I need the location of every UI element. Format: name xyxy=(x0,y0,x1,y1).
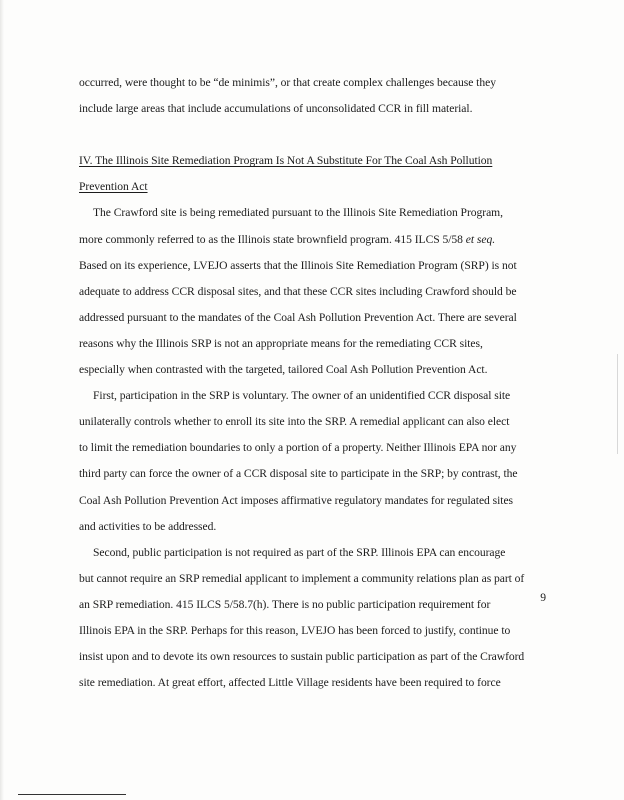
paragraph-line: addressed pursuant to the mandates of the Coal Ash Pollution Prevention Act. There are several xyxy=(79,310,517,324)
paragraph-line: Coal Ash Pollution Prevention Act imposes affirmative regulatory mandates for regulated sites xyxy=(79,493,513,507)
section-heading: IV. The Illinois Site Remediation Program Is Not A Substitute For The Coal Ash Pollution xyxy=(79,154,493,168)
paragraph-line: but cannot require an SRP remedial applicant to implement a community relations plan as part of xyxy=(79,571,525,585)
paragraph-line: more commonly referred to as the Illinois state brownfield program. 415 ILCS 5/58 et seq. xyxy=(79,232,496,246)
paragraph-line: adequate to address CCR disposal sites, and that these CCR sites including Crawford should be xyxy=(79,284,517,298)
text-line: include large areas that include accumulations of unconsolidated CCR in fill material. xyxy=(79,102,473,116)
paragraph-line: third party can force the owner of a CCR disposal site to participate in the SRP; by contrast, the xyxy=(79,467,518,481)
paragraph-line: Second, public participation is not required as part of the SRP. Illinois EPA can encourage xyxy=(93,545,506,559)
blank-line xyxy=(79,122,545,148)
paragraph-line: unilaterally controls whether to enroll its site into the SRP. A remedial applicant can also elect xyxy=(79,415,510,429)
paragraph-line: Illinois EPA in the SRP. Perhaps for this reason, LVEJO has been forced to justify, continue to xyxy=(79,623,511,637)
paragraph-line: and activities to be addressed. xyxy=(79,519,217,533)
page-number: 9 xyxy=(540,591,546,604)
paragraph-line: an SRP remediation. 415 ILCS 5/58.7(h). There is no public participation requirement for xyxy=(79,597,491,611)
paragraph-line: to limit the remediation boundaries to only a portion of a property. Neither Illinois EPA nor any xyxy=(79,441,517,455)
paragraph-line: especially when contrasted with the targeted, tailored Coal Ash Pollution Prevention Act. xyxy=(79,363,488,377)
paragraph-line: The Crawford site is being remediated pursuant to the Illinois Site Remediation Program, xyxy=(93,206,503,220)
scan-artifact-mark xyxy=(617,354,618,454)
text-line: occurred, were thought to be “de minimis”, or that create complex challenges because they xyxy=(79,76,496,89)
paragraph-line: site remediation. At great effort, affected Little Village residents have been required to force xyxy=(79,676,501,690)
paragraph-line: Based on its experience, LVEJO asserts that the Illinois Site Remediation Program (SRP) is not xyxy=(79,258,517,272)
paragraph-line: insist upon and to devote its own resources to sustain public participation as part of the Crawford xyxy=(79,650,525,664)
footnote-separator xyxy=(18,794,126,795)
paragraph-line: First, participation in the SRP is voluntary. The owner of an unidentified CCR disposal site xyxy=(93,389,511,403)
scan-edge-shadow xyxy=(0,0,4,800)
italic-citation: et seq. xyxy=(465,232,496,246)
section-heading-continued: Prevention Act xyxy=(79,180,148,194)
paragraph-line: reasons why the Illinois SRP is not an appropriate means for the remediating CCR sites, xyxy=(79,336,483,350)
